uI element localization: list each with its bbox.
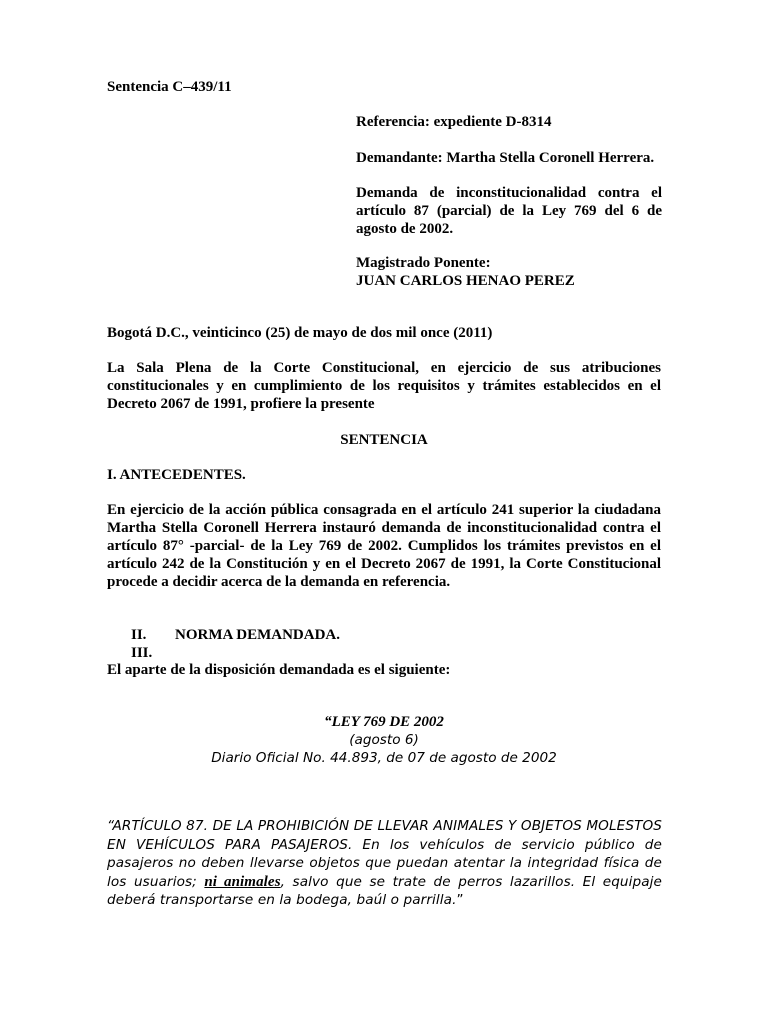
referencia: Referencia: expediente D-8314 — [356, 114, 552, 130]
articulo-part-1: “ARTÍCULO 87. DE LA PROHIBICIÓN DE LLEVAR ANIMALES Y OBJETOS MOLESTOS EN VEHÍCULOS PARA PASAJEROS. En los vehículos de servicio público de pasajeros no deben llevarse objetos que puedan atentar la integridad física de los usuarios; — [107, 818, 662, 890]
articulo-closing-quote: ” — [456, 892, 464, 908]
section-ii-number: II. — [131, 627, 147, 643]
intro-paragraph: La Sala Plena de la Corte Constitucional, en ejercicio de sus atribuciones constitucionales y en cumplimiento de los requisitos y trámites establecidos en el Decreto 2067 de 1991, profiere la presente — [107, 360, 661, 412]
magistrado-name: JUAN CARLOS HENAO PEREZ — [356, 273, 575, 289]
demandante: Demandante: Martha Stella Coronell Herrera. — [356, 150, 655, 166]
ley-date: (agosto 6) — [349, 732, 419, 748]
section-iii-number: III. — [131, 645, 153, 661]
magistrado-label: Magistrado Ponente: — [356, 255, 491, 271]
ley-diario: Diario Oficial No. 44.893, de 07 de agosto de 2002 — [211, 750, 557, 766]
sentencia-id: Sentencia C–439/11 — [107, 79, 232, 95]
demanda-description: Demanda de inconstitucionalidad contra el artículo 87 (parcial) de la Ley 769 del 6 de agosto de 2002. — [356, 185, 662, 237]
aparte-line: El aparte de la disposición demandada es el siguiente: — [107, 662, 451, 678]
sentencia-heading: SENTENCIA — [340, 432, 428, 448]
articulo-highlight: ni animales — [204, 873, 281, 890]
articulo-87-text — [107, 817, 662, 910]
ley-title: “LEY 769 DE 2002 — [324, 714, 444, 730]
section-ii-title: NORMA DEMANDADA. — [175, 627, 340, 643]
articulo-part-2: , salvo que se trate de perros lazarillos. El equipaje deberá transportarse en la bodega, baúl o parrilla. — [107, 873, 663, 908]
antecedentes-paragraph: En ejercicio de la acción pública consagrada en el artículo 241 superior la ciudadana Martha Stella Coronell Herrera instauró demanda de inconstitucionalidad contra el artículo 87° -parcial- de la Ley 769 de 2002. Cumplidos los trámites previstos en el artículo 242 de la Constitución y en el Decreto 2067 de 1991, la Corte Constitucional procede a decidir acerca de la demanda en referencia. — [107, 502, 661, 590]
antecedentes-heading: I. ANTECEDENTES. — [107, 467, 246, 483]
date-line: Bogotá D.C., veinticinco (25) de mayo de dos mil once (2011) — [107, 325, 493, 341]
